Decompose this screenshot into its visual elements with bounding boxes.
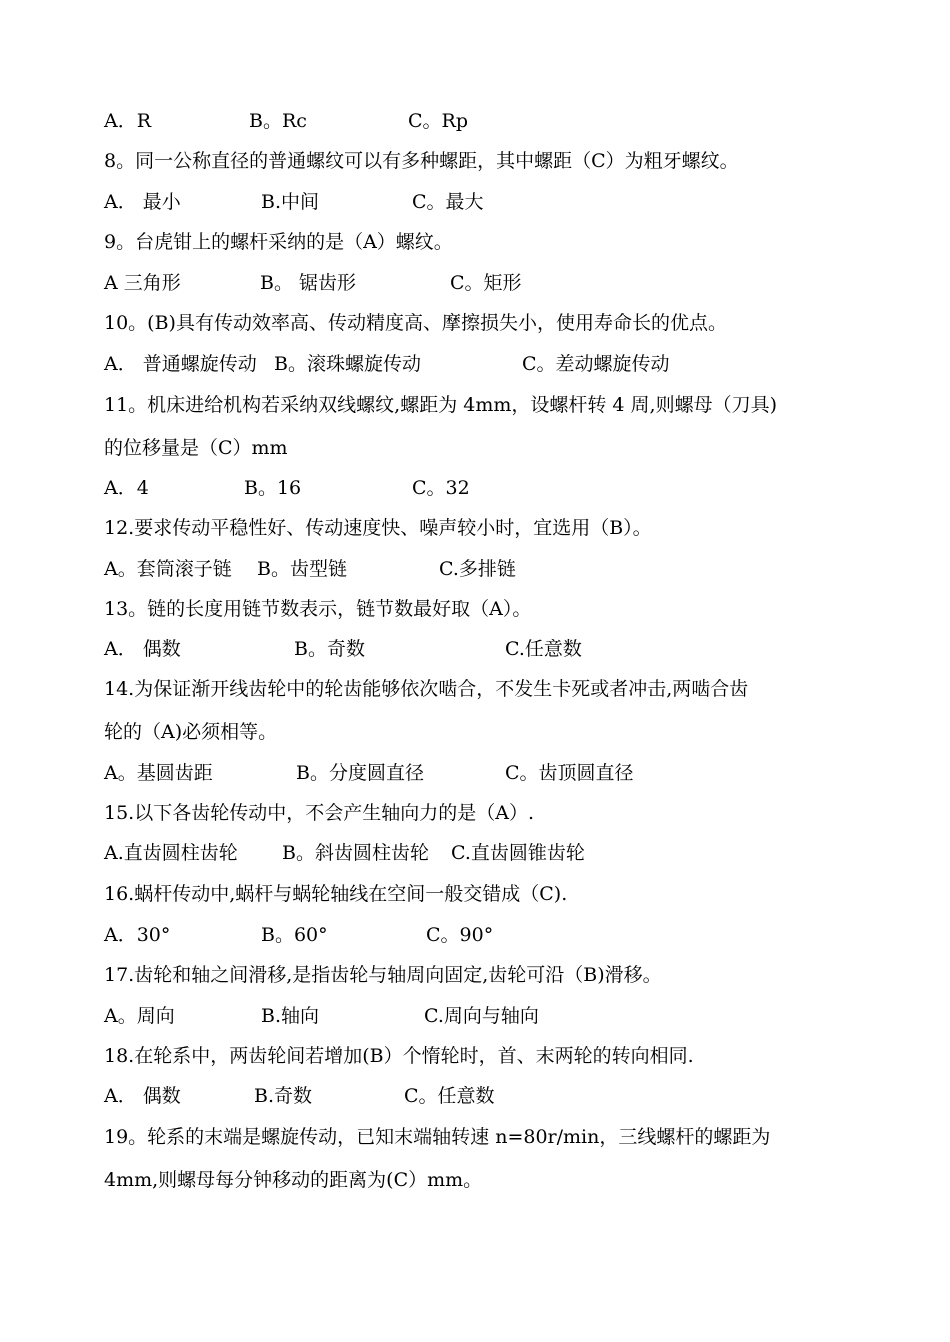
answer-option: B。16 bbox=[244, 477, 302, 499]
question-line: 10。(B)具有传动效率高、传动精度高、摩擦损失小，使用寿命长的优点。 bbox=[104, 312, 727, 334]
answer-option: A． 偶数 bbox=[104, 1085, 181, 1107]
question-line: 15.以下各齿轮传动中，不会产生轴向力的是（A）. bbox=[104, 802, 534, 824]
answer-option: A．4 bbox=[104, 477, 149, 499]
answer-option: B.轴向 bbox=[261, 1005, 320, 1027]
answer-option: B。滚珠螺旋传动 bbox=[274, 353, 421, 375]
question-line: 的位移量是（C）mm bbox=[104, 437, 288, 459]
answer-option: B。奇数 bbox=[294, 638, 365, 660]
answer-option: C。Rp bbox=[408, 110, 469, 132]
answer-option: A． 最小 bbox=[104, 191, 181, 213]
question-line: 16.蜗杆传动中,蜗杆与蜗轮轴线在空间一般交错成（C). bbox=[104, 883, 568, 905]
answer-option: B。60° bbox=[261, 924, 328, 946]
answer-option: B。斜齿圆柱齿轮 bbox=[282, 842, 429, 864]
question-line: 19。轮系的末端是螺旋传动，已知末端轴转速 n=80r/min，三线螺杆的螺距为 bbox=[104, 1126, 771, 1148]
question-line: 17.齿轮和轴之间滑移,是指齿轮与轴周向固定,齿轮可沿（B)滑移。 bbox=[104, 964, 662, 986]
answer-option: A．R bbox=[104, 110, 152, 132]
answer-option: C。差动螺旋传动 bbox=[522, 353, 670, 375]
answer-option: A 三角形 bbox=[104, 272, 181, 294]
answer-option: C.多排链 bbox=[439, 558, 516, 580]
answer-option: B。分度圆直径 bbox=[296, 762, 424, 784]
answer-option: A．30° bbox=[104, 924, 171, 946]
answer-option: A。套筒滚子链 bbox=[104, 558, 232, 580]
question-line: 8。同一公称直径的普通螺纹可以有多种螺距，其中螺距（C）为粗牙螺纹。 bbox=[104, 150, 739, 172]
question-line: 4mm,则螺母每分钟移动的距离为(C）mm。 bbox=[104, 1169, 483, 1191]
answer-option: B。 锯齿形 bbox=[260, 272, 357, 294]
answer-option: A． 偶数 bbox=[104, 638, 181, 660]
question-line: 11。机床进给机构若采纳双线螺纹,螺距为 4mm，设螺杆转 4 周,则螺母（刀具) bbox=[104, 394, 777, 416]
answer-option: C.任意数 bbox=[505, 638, 582, 660]
answer-option: B.奇数 bbox=[254, 1085, 313, 1107]
answer-option: B。齿型链 bbox=[257, 558, 347, 580]
answer-option: A． 普通螺旋传动 bbox=[104, 353, 257, 375]
answer-option: A。基圆齿距 bbox=[104, 762, 213, 784]
answer-option: C.周向与轴向 bbox=[424, 1005, 539, 1027]
answer-option: C。32 bbox=[412, 477, 470, 499]
answer-option: C.直齿圆锥齿轮 bbox=[451, 842, 585, 864]
question-line: 14.为保证渐开线齿轮中的轮齿能够依次啮合，不发生卡死或者冲击,两啮合齿 bbox=[104, 678, 749, 700]
answer-option: A。周向 bbox=[104, 1005, 175, 1027]
question-line: 9。台虎钳上的螺杆采纳的是（A）螺纹。 bbox=[104, 231, 453, 253]
answer-option: B。Rc bbox=[249, 110, 307, 132]
question-line: 18.在轮系中，两齿轮间若增加(B）个惰轮时，首、末两轮的转向相同. bbox=[104, 1045, 694, 1067]
answer-option: C。齿顶圆直径 bbox=[505, 762, 634, 784]
answer-option: B.中间 bbox=[261, 191, 320, 213]
question-line: 13。链的长度用链节数表示，链节数最好取（A）。 bbox=[104, 598, 532, 620]
answer-option: C。矩形 bbox=[450, 272, 522, 294]
answer-option: C。90° bbox=[426, 924, 494, 946]
question-line: 轮的（A)必须相等。 bbox=[104, 721, 278, 743]
question-line: 12.要求传动平稳性好、传动速度快、噪声较小时，宜选用（B）。 bbox=[104, 517, 652, 539]
answer-option: A.直齿圆柱齿轮 bbox=[104, 842, 238, 864]
answer-option: C。任意数 bbox=[404, 1085, 495, 1107]
answer-option: C。最大 bbox=[412, 191, 484, 213]
